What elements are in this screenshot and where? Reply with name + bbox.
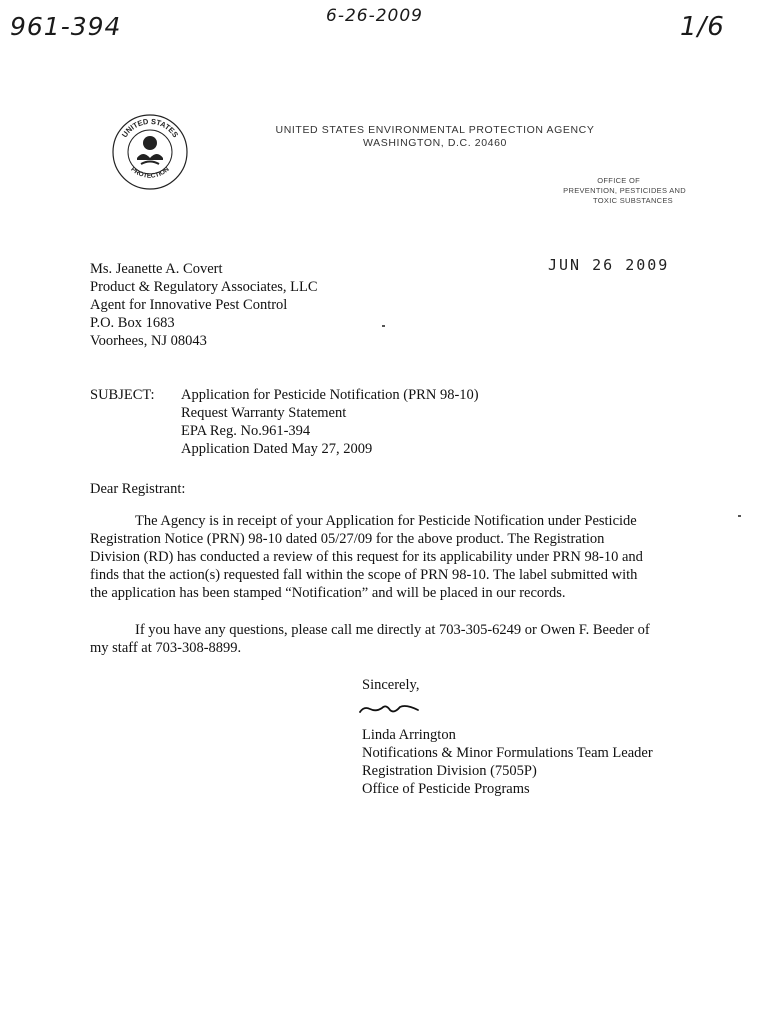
- office-line: OFFICE OF: [597, 176, 640, 185]
- subject-line: Request Warranty Statement: [181, 405, 347, 421]
- svg-text:PROTECTION: [129, 166, 170, 180]
- date-stamp: JUN 26 2009: [548, 256, 670, 274]
- seal-text-bottom: PROTECTION: [129, 165, 171, 180]
- subject-line: Application for Pesticide Notification (PRN 98-10): [181, 387, 479, 403]
- signer-name: Linda Arrington: [362, 727, 456, 743]
- office-line: TOXIC SUBSTANCES: [593, 196, 673, 205]
- subject-label: SUBJECT:: [90, 387, 155, 403]
- paragraph-line: Registration Notice (PRN) 98-10 dated 05/27/09 for the above product. The Registration: [90, 531, 605, 547]
- signer-title: Notifications & Minor Formulations Team Leader: [362, 745, 653, 761]
- agency-name: UNITED STATES ENVIRONMENTAL PROTECTION AGENCY: [275, 124, 595, 136]
- handwritten-date: 6-26-2009: [326, 6, 423, 26]
- office-line: PREVENTION, PESTICIDES AND: [563, 186, 686, 195]
- paragraph-line: my staff at 703-308-8899.: [90, 640, 242, 656]
- subject-line: Application Dated May 27, 2009: [181, 441, 373, 457]
- handwritten-reg-number: 961-394: [10, 12, 122, 41]
- signature-mark: [356, 698, 426, 720]
- addressee-line: P.O. Box 1683: [90, 315, 175, 331]
- closing: Sincerely,: [362, 677, 420, 693]
- addressee-line: Product & Regulatory Associates, LLC: [90, 279, 318, 295]
- paragraph-line: If you have any questions, please call me directly at 703-305-6249 or Owen F. Beeder of: [135, 622, 650, 638]
- paragraph-line: the application has been stamped “Notification” and will be placed in our records.: [90, 585, 566, 601]
- subject-line: EPA Reg. No.961-394: [181, 423, 311, 439]
- addressee-line: Ms. Jeanette A. Covert: [90, 261, 223, 277]
- salutation: Dear Registrant:: [90, 481, 186, 497]
- signer-division: Registration Division (7505P): [362, 763, 537, 779]
- addressee-line: Voorhees, NJ 08043: [90, 333, 207, 349]
- subject-block: [181, 386, 479, 458]
- stray-mark: [382, 325, 385, 327]
- paragraph-line: Division (RD) has conducted a review of this request for its applicability under PRN 98-10 and: [90, 549, 643, 565]
- svg-text:UNITED STATES: [120, 117, 180, 139]
- agency-address: WASHINGTON, D.C. 20460: [363, 137, 507, 149]
- stray-mark: [738, 515, 741, 517]
- signer-office: Office of Pesticide Programs: [362, 781, 530, 797]
- addressee-line: Agent for Innovative Pest Control: [90, 297, 288, 313]
- signature-block: [362, 726, 653, 798]
- epa-seal-icon: [110, 112, 190, 192]
- body-paragraph-2: [90, 621, 650, 657]
- handwritten-page-number: 1/6: [680, 12, 725, 42]
- addressee-block: [90, 260, 318, 350]
- body-paragraph-1: [90, 512, 643, 602]
- paragraph-line: The Agency is in receipt of your Application for Pesticide Notification under Pesticide: [135, 513, 637, 529]
- seal-text-top: UNITED STATES: [119, 116, 181, 140]
- paragraph-line: finds that the action(s) requested fall within the scope of PRN 98-10. The label submitted with: [90, 567, 638, 583]
